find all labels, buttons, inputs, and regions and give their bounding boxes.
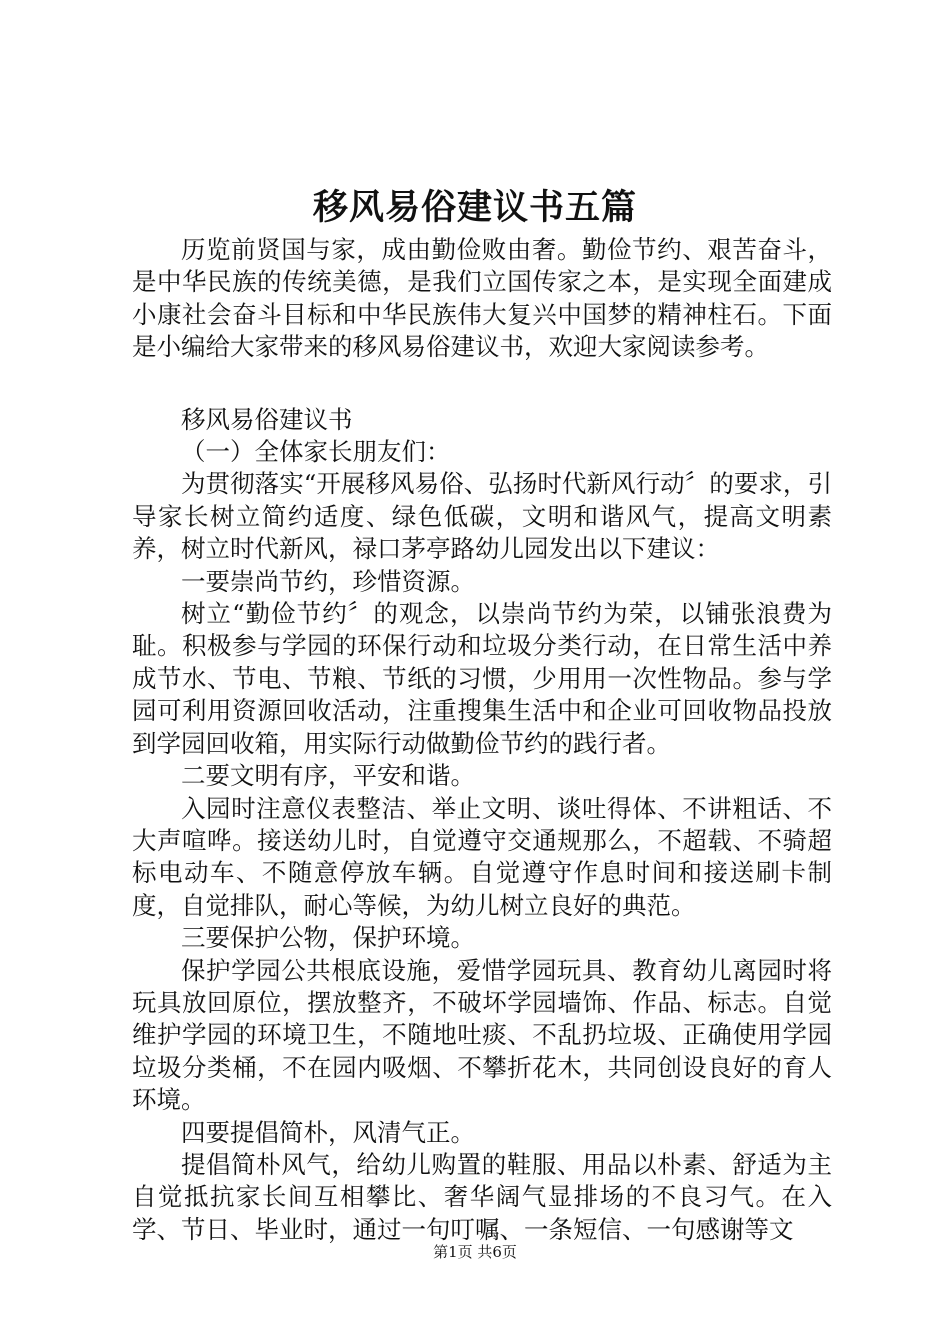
intro-paragraph: 历览前贤国与家，成由勤俭败由奢。勤俭节约、艰苦奋斗，是中华民族的传统美德，是我们立国传家之本，是实现全面建成小康社会奋斗目标和中华民族伟大复兴中国梦的精神柱石。下面是小编给大家带来的移风易俗建议书，欢迎大家阅读参考。: [132, 235, 832, 362]
section-heading: 移风易俗建议书: [181, 404, 353, 434]
page-title: 移风易俗建议书五篇: [312, 187, 637, 228]
point-heading-4: 四要提倡简朴，风清气正。: [181, 1117, 475, 1147]
page-number: 第1页 共6页: [433, 1243, 517, 1261]
document-body: [132, 234, 832, 1246]
body-paragraph: 为贯彻落实“开展移风易俗、弘扬时代新风行动〞的要求，引导家长树立简约适度、绿色低碳，文明和谐风气，提高文明素养，树立时代新风，禄口茅亭路幼儿园发出以下建议：: [132, 469, 832, 564]
salutation: （一）全体家长朋友们：: [181, 437, 451, 467]
point-heading-2: 二要文明有序，平安和谐。: [181, 761, 475, 791]
point-heading-1: 一要崇尚节约，珍惜资源。: [181, 566, 475, 596]
body-paragraph: 保护学园公共根底设施，爱惜学园玩具、教育幼儿离园时将玩具放回原位，摆放整齐，不破坏学园墙饰、作品、标志。自觉维护学园的环境卫生，不随地吐痰、不乱扔垃圾、正确使用学园垃圾分类桶，不在园内吸烟、不攀折花木，共同创设良好的育人环境。: [132, 955, 832, 1115]
point-heading-3: 三要保护公物，保护环境。: [181, 923, 475, 953]
body-paragraph: 树立“勤俭节约〞的观念，以崇尚节约为荣，以铺张浪费为耻。积极参与学园的环保行动和垃圾分类行动，在日常生活中养成节水、节电、节粮、节纸的习惯，少用用一次性物品。参与学园可利用资源回收活动，注重搜集生活中和企业可回收物品投放到学园回收箱，用实际行动做勤俭节约的践行者。: [132, 599, 832, 758]
body-paragraph: 提倡简朴风气，给幼儿购置的鞋服、用品以朴素、舒适为主自觉抵抗家长间互相攀比、奢华阔气显排场的不良习气。在入学、节日、毕业时，通过一句叮嘱、一条短信、一句感谢等文: [132, 1149, 832, 1244]
body-paragraph: 入园时注意仪表整洁、举止文明、谈吐得体、不讲粗话、不大声喧哗。接送幼儿时，自觉遵守交通规那么，不超载、不骑超标电动车、不随意停放车辆。自觉遵守作息时间和接送刷卡制度，自觉排队，耐心等候，为幼儿树立良好的典范。: [132, 793, 832, 920]
